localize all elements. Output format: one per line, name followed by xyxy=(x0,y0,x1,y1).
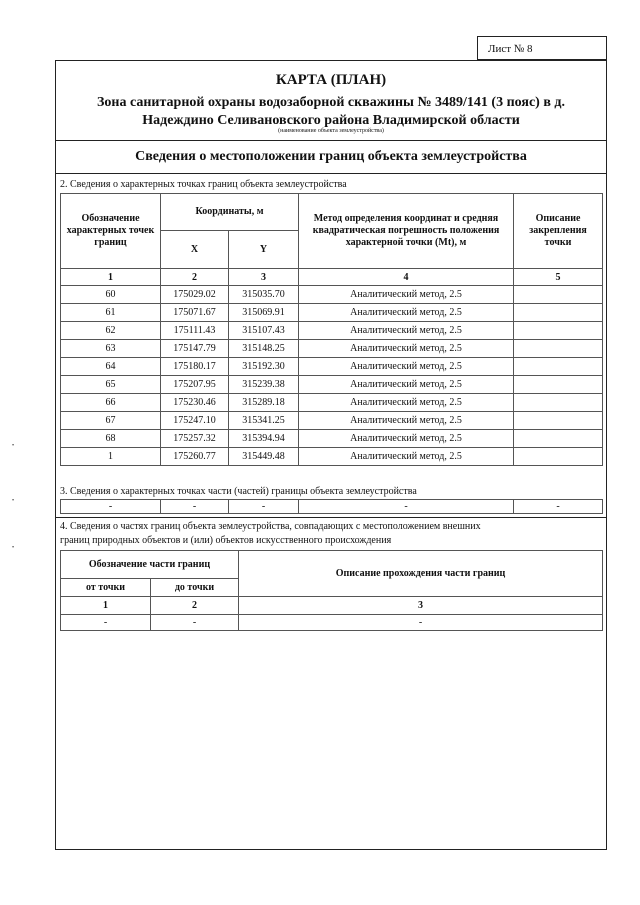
fixing-description xyxy=(514,286,603,304)
method: Аналитический метод, 2.5 xyxy=(299,430,514,448)
method: Аналитический метод, 2.5 xyxy=(299,358,514,376)
fixing-description xyxy=(514,358,603,376)
table-row xyxy=(61,304,603,322)
coord-y: 315035.70 xyxy=(229,286,299,304)
col-number: 3 xyxy=(229,269,299,286)
fixing-description xyxy=(514,430,603,448)
col-part-header: Обозначение части границ xyxy=(61,551,239,579)
point-id: 63 xyxy=(61,340,161,358)
coord-y: 315192.30 xyxy=(229,358,299,376)
table-row xyxy=(61,358,603,376)
part3-heading: 3. Сведения о характерных точках части (частей) границы объекта землеустройства xyxy=(60,486,417,497)
method: Аналитический метод, 2.5 xyxy=(299,448,514,466)
table-row xyxy=(61,394,603,412)
coord-x: 175247.10 xyxy=(161,412,229,430)
scan-mark: • xyxy=(12,498,15,504)
coord-x: 175029.02 xyxy=(161,286,229,304)
col-number: 1 xyxy=(61,597,151,615)
table-row xyxy=(61,340,603,358)
boundary-parts-table xyxy=(60,550,603,631)
col-number: 5 xyxy=(514,269,603,286)
divider xyxy=(55,517,607,518)
subtitle-line-2: Надеждино Селивановского района Владимирской области xyxy=(142,113,520,128)
fixing-description xyxy=(514,376,603,394)
divider xyxy=(55,140,607,141)
coord-y: 315069.91 xyxy=(229,304,299,322)
col-designation-header: Обозначение характерных точек границ xyxy=(61,194,161,269)
coord-x: 175071.67 xyxy=(161,304,229,322)
fixing-description xyxy=(514,412,603,430)
scan-mark: • xyxy=(12,443,15,449)
coord-x: 175230.46 xyxy=(161,394,229,412)
subtitle-caption: (наименование объекта землеустройства) xyxy=(278,128,384,134)
method: Аналитический метод, 2.5 xyxy=(299,376,514,394)
coord-y: 315394.94 xyxy=(229,430,299,448)
table-row xyxy=(61,448,603,466)
document-title: КАРТА (ПЛАН) xyxy=(275,72,387,88)
coord-y: 315239.38 xyxy=(229,376,299,394)
col-number: 3 xyxy=(239,597,603,615)
col-number: 1 xyxy=(61,269,161,286)
method: Аналитический метод, 2.5 xyxy=(299,394,514,412)
col-description-header: Описание закрепления точки xyxy=(514,194,603,269)
fixing-description xyxy=(514,340,603,358)
point-id: 61 xyxy=(61,304,161,322)
table-row xyxy=(61,322,603,340)
divider xyxy=(55,173,607,174)
coord-x: 175180.17 xyxy=(161,358,229,376)
col-x-header: X xyxy=(161,231,229,269)
section-title: Сведения о местоположении границ объекта землеустройства xyxy=(135,149,527,164)
point-id: 65 xyxy=(61,376,161,394)
method: Аналитический метод, 2.5 xyxy=(299,412,514,430)
part4-heading-line-1: 4. Сведения о частях границ объекта землеустройства, совпадающих с местоположением внешних xyxy=(60,521,481,532)
col-method-header: Метод определения координат и средняя квадратическая погрешность положения характерной точки (Mt), м xyxy=(299,194,514,269)
point-id: 66 xyxy=(61,394,161,412)
coord-y: 315107.43 xyxy=(229,322,299,340)
coord-y: 315148.25 xyxy=(229,340,299,358)
point-id: 60 xyxy=(61,286,161,304)
coord-x: 175147.79 xyxy=(161,340,229,358)
coord-y: 315341.25 xyxy=(229,412,299,430)
part2-heading: 2. Сведения о характерных точках границ объекта землеустройства xyxy=(60,179,347,190)
part3-table xyxy=(60,499,603,514)
method: Аналитический метод, 2.5 xyxy=(299,340,514,358)
empty-cell: - xyxy=(514,500,603,514)
fixing-description xyxy=(514,394,603,412)
col-to-header: до точки xyxy=(151,579,239,597)
method: Аналитический метод, 2.5 xyxy=(299,304,514,322)
coord-x: 175111.43 xyxy=(161,322,229,340)
point-id: 67 xyxy=(61,412,161,430)
coord-x: 175257.32 xyxy=(161,430,229,448)
method: Аналитический метод, 2.5 xyxy=(299,322,514,340)
fixing-description xyxy=(514,304,603,322)
empty-cell: - xyxy=(151,615,239,631)
col-number: 2 xyxy=(151,597,239,615)
point-id: 62 xyxy=(61,322,161,340)
table-row xyxy=(61,286,603,304)
empty-cell: - xyxy=(61,615,151,631)
point-id: 68 xyxy=(61,430,161,448)
empty-cell: - xyxy=(239,615,603,631)
coord-y: 315449.48 xyxy=(229,448,299,466)
coord-x: 175207.95 xyxy=(161,376,229,394)
table-row xyxy=(61,412,603,430)
points-table xyxy=(60,193,603,466)
empty-cell: - xyxy=(299,500,514,514)
empty-cell: - xyxy=(161,500,229,514)
point-id: 1 xyxy=(61,448,161,466)
coord-y: 315289.18 xyxy=(229,394,299,412)
method: Аналитический метод, 2.5 xyxy=(299,286,514,304)
fixing-description xyxy=(514,448,603,466)
subtitle-line-1: Зона санитарной охраны водозаборной скважины № 3489/141 (3 пояс) в д. xyxy=(97,95,565,110)
col-passage-description-header: Описание прохождения части границ xyxy=(239,551,603,597)
col-coords-header: Координаты, м xyxy=(161,194,299,231)
part4-heading-line-2: границ природных объектов и (или) объектов искусственного происхождения xyxy=(60,535,392,546)
col-number: 4 xyxy=(299,269,514,286)
scan-mark: • xyxy=(12,545,15,551)
table-row xyxy=(61,430,603,448)
col-number: 2 xyxy=(161,269,229,286)
table-row xyxy=(61,376,603,394)
sheet-number: Лист № 8 xyxy=(477,36,607,60)
point-id: 64 xyxy=(61,358,161,376)
coord-x: 175260.77 xyxy=(161,448,229,466)
empty-cell: - xyxy=(61,500,161,514)
col-from-header: от точки xyxy=(61,579,151,597)
fixing-description xyxy=(514,322,603,340)
col-y-header: Y xyxy=(229,231,299,269)
empty-cell: - xyxy=(229,500,299,514)
